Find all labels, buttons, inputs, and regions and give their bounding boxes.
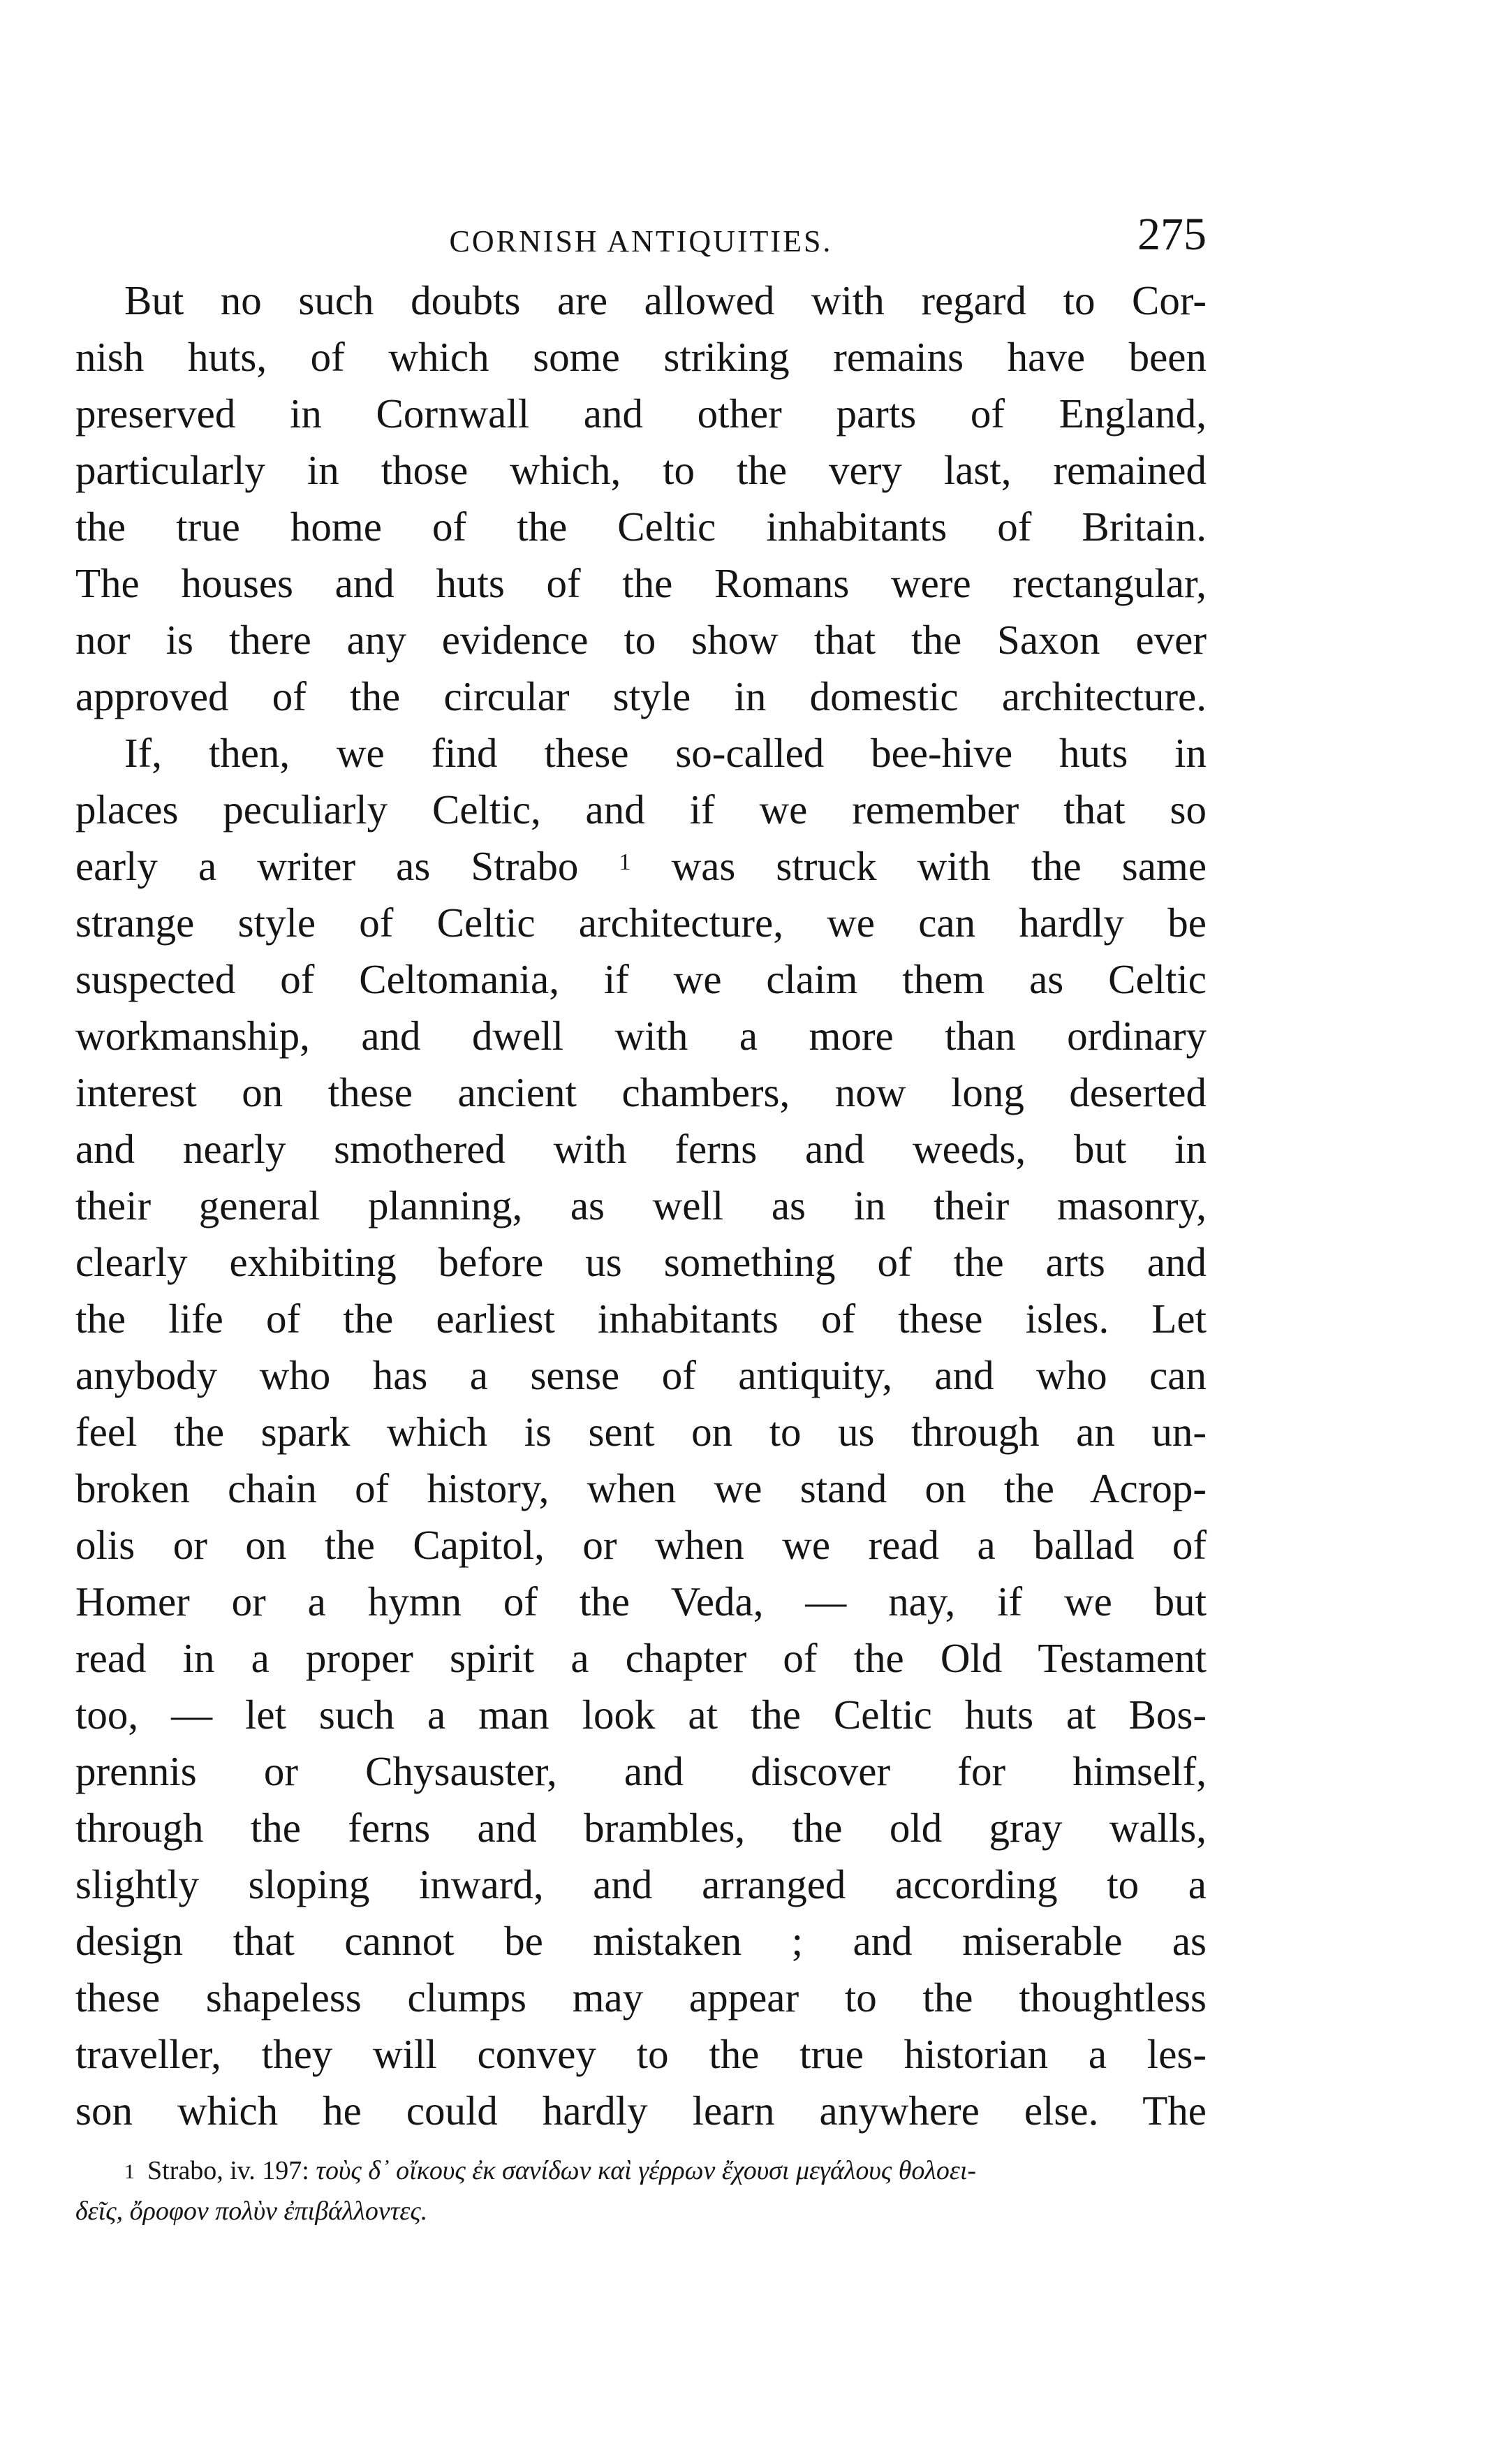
text-segment: was struck with the same: [671, 843, 1207, 889]
footnote-greek-text: τοὺς δ᾽ οἴκους ἐκ σανίδων καὶ γέρρων ἔχουσι μεγάλους θολοει-: [316, 2156, 977, 2185]
text-line: approved of the circular style in domestic architecture.: [75, 673, 1207, 719]
text-line: through the ferns and brambles, the old gray walls,: [75, 1805, 1207, 1851]
footnote-number: 1: [124, 2160, 135, 2183]
text-line: workmanship, and dwell with a more than ordinary: [75, 1013, 1207, 1059]
text-line: prennis or Chysauster, and discover for himself,: [75, 1748, 1207, 1794]
text-line: son which he could hardly learn anywhere else. The: [75, 2088, 1207, 2134]
text-line: interest on these ancient chambers, now long deserted: [75, 1069, 1207, 1115]
text-line: design that cannot be mistaken ; and miserable as: [75, 1918, 1207, 1964]
body-text: [75, 272, 1207, 2139]
text-line: suspected of Celtomania, if we claim them as Celtic: [75, 956, 1207, 1002]
text-line: places peculiarly Celtic, and if we remember that so: [75, 786, 1207, 833]
footnote: [75, 2150, 1207, 2231]
text-line: preserved in Cornwall and other parts of England,: [75, 390, 1207, 437]
text-line: strange style of Celtic architecture, we can hardly be: [75, 900, 1207, 946]
footnote-greek-text: δεῖς, ὄροφον πολὺν ἐπιβάλλοντες.: [75, 2197, 428, 2226]
text-line: traveller, they will convey to the true historian a les-: [75, 2031, 1207, 2077]
text-line: the true home of the Celtic inhabitants of Britain.: [75, 504, 1207, 550]
text-line: olis or on the Capitol, or when we read a ballad of: [75, 1522, 1207, 1568]
text-line: these shapeless clumps may appear to the thoughtless: [75, 1974, 1207, 2021]
footnote-line: [75, 2150, 1207, 2191]
text-line: But no such doubts are allowed with regard to Cor-: [124, 277, 1207, 323]
footnote-citation: Strabo, iv. 197:: [147, 2156, 309, 2185]
text-line: particularly in those which, to the very last, remained: [75, 447, 1207, 493]
text-line: too, — let such a man look at the Celtic huts at Bos-: [75, 1692, 1207, 1738]
text-line: their general planning, as well as in their masonry,: [75, 1182, 1207, 1229]
footnote-reference: 1: [619, 849, 631, 875]
text-line: and nearly smothered with ferns and weeds, but in: [75, 1126, 1207, 1172]
text-line: read in a proper spirit a chapter of the Old Testament: [75, 1635, 1207, 1681]
text-line: nor is there any evidence to show that the Saxon ever: [75, 617, 1207, 663]
text-line: nish huts, of which some striking remains have been: [75, 334, 1207, 380]
text-line: broken chain of history, when we stand on the Acrop-: [75, 1465, 1207, 1511]
page-number: 275: [1137, 209, 1207, 260]
book-page: [75, 196, 1207, 2291]
text-line: the life of the earliest inhabitants of these isles. Let: [75, 1296, 1207, 1342]
text-line: feel the spark which is sent on to us through an un-: [75, 1409, 1207, 1455]
text-line-with-footnote-ref: [75, 838, 1207, 895]
running-title: CORNISH ANTIQUITIES.: [449, 224, 833, 258]
text-line: slightly sloping inward, and arranged according to a: [75, 1861, 1207, 1907]
text-line: If, then, we find these so-called bee-hive huts in: [124, 730, 1207, 776]
text-segment: early a writer as Strabo: [75, 843, 579, 889]
text-line: Homer or a hymn of the Veda, — nay, if we but: [75, 1578, 1207, 1625]
text-line: clearly exhibiting before us something of the arts and: [75, 1239, 1207, 1285]
text-line: The houses and huts of the Romans were rectangular,: [75, 560, 1207, 606]
footnote-line: [75, 2191, 1207, 2231]
page-header: [75, 196, 1207, 272]
text-line: anybody who has a sense of antiquity, and who can: [75, 1352, 1207, 1398]
